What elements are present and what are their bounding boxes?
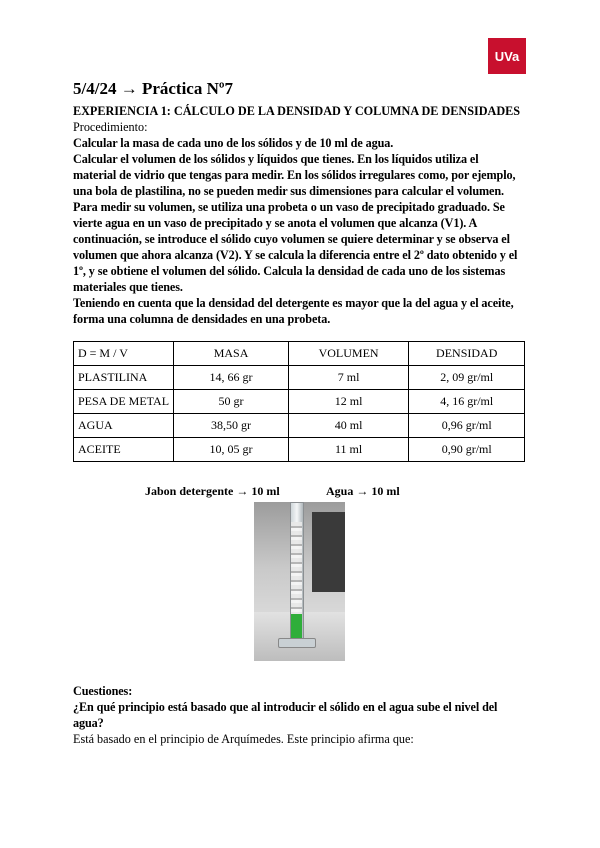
density-table bbox=[73, 341, 525, 462]
procedure-line: forma una columna de densidades en una probeta. bbox=[73, 312, 331, 326]
table-cell: PLASTILINA bbox=[74, 366, 174, 390]
table-header-row bbox=[74, 342, 525, 366]
table-cell: 10, 05 gr bbox=[174, 438, 288, 462]
procedure-line: Calcular el volumen de los sólidos y líquidos que tienes. En los líquidos utiliza el bbox=[73, 152, 479, 166]
table-row bbox=[74, 366, 525, 390]
question-text: ¿En qué principio está basado que al introducir el sólido en el agua sube el nivel del bbox=[73, 700, 498, 714]
table-cell: 0,90 gr/ml bbox=[409, 438, 525, 462]
table-row bbox=[74, 390, 525, 414]
procedure-line: Para medir su volumen, se utiliza una probeta o un vaso de precipitado graduado. Se bbox=[73, 200, 505, 214]
graduated-cylinder-photo bbox=[254, 502, 345, 661]
questions-section bbox=[73, 683, 528, 747]
figure-label-detergent: Jabon detergente → 10 ml bbox=[145, 484, 280, 498]
photo-shadow bbox=[312, 512, 345, 592]
detergent-layer bbox=[291, 614, 302, 638]
procedure-line: Teniendo en cuenta que la densidad del detergente es mayor que la del agua y el aceite, bbox=[73, 296, 514, 310]
procedure-line: una bola de plastilina, no se pueden medir sus dimensiones para calcular el volumen. bbox=[73, 184, 504, 198]
table-header-cell: MASA bbox=[174, 342, 288, 366]
answer-text: Está basado en el principio de Arquímedes. Este principio afirma que: bbox=[73, 732, 414, 746]
procedure-line: material de vidrio que tengas para medir. En los sólidos irregulares como, por ejemplo, bbox=[73, 168, 516, 182]
table-cell: ACEITE bbox=[74, 438, 174, 462]
question-text: agua? bbox=[73, 716, 104, 730]
table-cell: 2, 09 gr/ml bbox=[409, 366, 525, 390]
procedure-line: vierte agua en un vaso de precipitado y se anota el volumen que alcanza (V1). A bbox=[73, 216, 478, 230]
table-cell: 7 ml bbox=[288, 366, 409, 390]
procedure-line: continuación, se introduce el sólido cuyo volumen se quiere determinar y se observa el bbox=[73, 232, 510, 246]
table-cell: 4, 16 gr/ml bbox=[409, 390, 525, 414]
table-cell: 50 gr bbox=[174, 390, 288, 414]
table-cell: 11 ml bbox=[288, 438, 409, 462]
figure-label-water: Agua → 10 ml bbox=[326, 484, 400, 498]
procedure-label: Procedimiento: bbox=[73, 120, 148, 134]
foam-layer bbox=[291, 522, 302, 614]
table-cell: AGUA bbox=[74, 414, 174, 438]
table-cell: 0,96 gr/ml bbox=[409, 414, 525, 438]
page-title: 5/4/24 → Práctica Nº7 bbox=[73, 79, 233, 98]
table-row bbox=[74, 438, 525, 462]
uva-logo: UVa bbox=[488, 38, 526, 74]
table-header-cell: VOLUMEN bbox=[288, 342, 409, 366]
table-cell: 12 ml bbox=[288, 390, 409, 414]
procedure-line: Calcular la masa de cada uno de los sólidos y de 10 ml de agua. bbox=[73, 136, 394, 150]
procedure-line: volumen que ahora alcanza (V2). Y se calcula la diferencia entre el 2º dato obtenido y el bbox=[73, 248, 518, 262]
section-heading: EXPERIENCIA 1: CÁLCULO DE LA DENSIDAD Y COLUMNA DE DENSIDADES bbox=[73, 104, 521, 118]
table-cell: 14, 66 gr bbox=[174, 366, 288, 390]
table-cell: 40 ml bbox=[288, 414, 409, 438]
table-cell: 38,50 gr bbox=[174, 414, 288, 438]
procedure-line: 1º, y se obtiene el volumen del sólido. Calcula la densidad de cada uno de los sistemas bbox=[73, 264, 506, 278]
table-cell: PESA DE METAL bbox=[74, 390, 174, 414]
cylinder-base bbox=[278, 638, 316, 648]
table-row bbox=[74, 414, 525, 438]
questions-heading: Cuestiones: bbox=[73, 684, 133, 698]
procedure-line: materiales que tienes. bbox=[73, 280, 183, 294]
document-body bbox=[73, 78, 528, 327]
table-header-cell: D = M / V bbox=[74, 342, 174, 366]
table-header-cell: DENSIDAD bbox=[409, 342, 525, 366]
